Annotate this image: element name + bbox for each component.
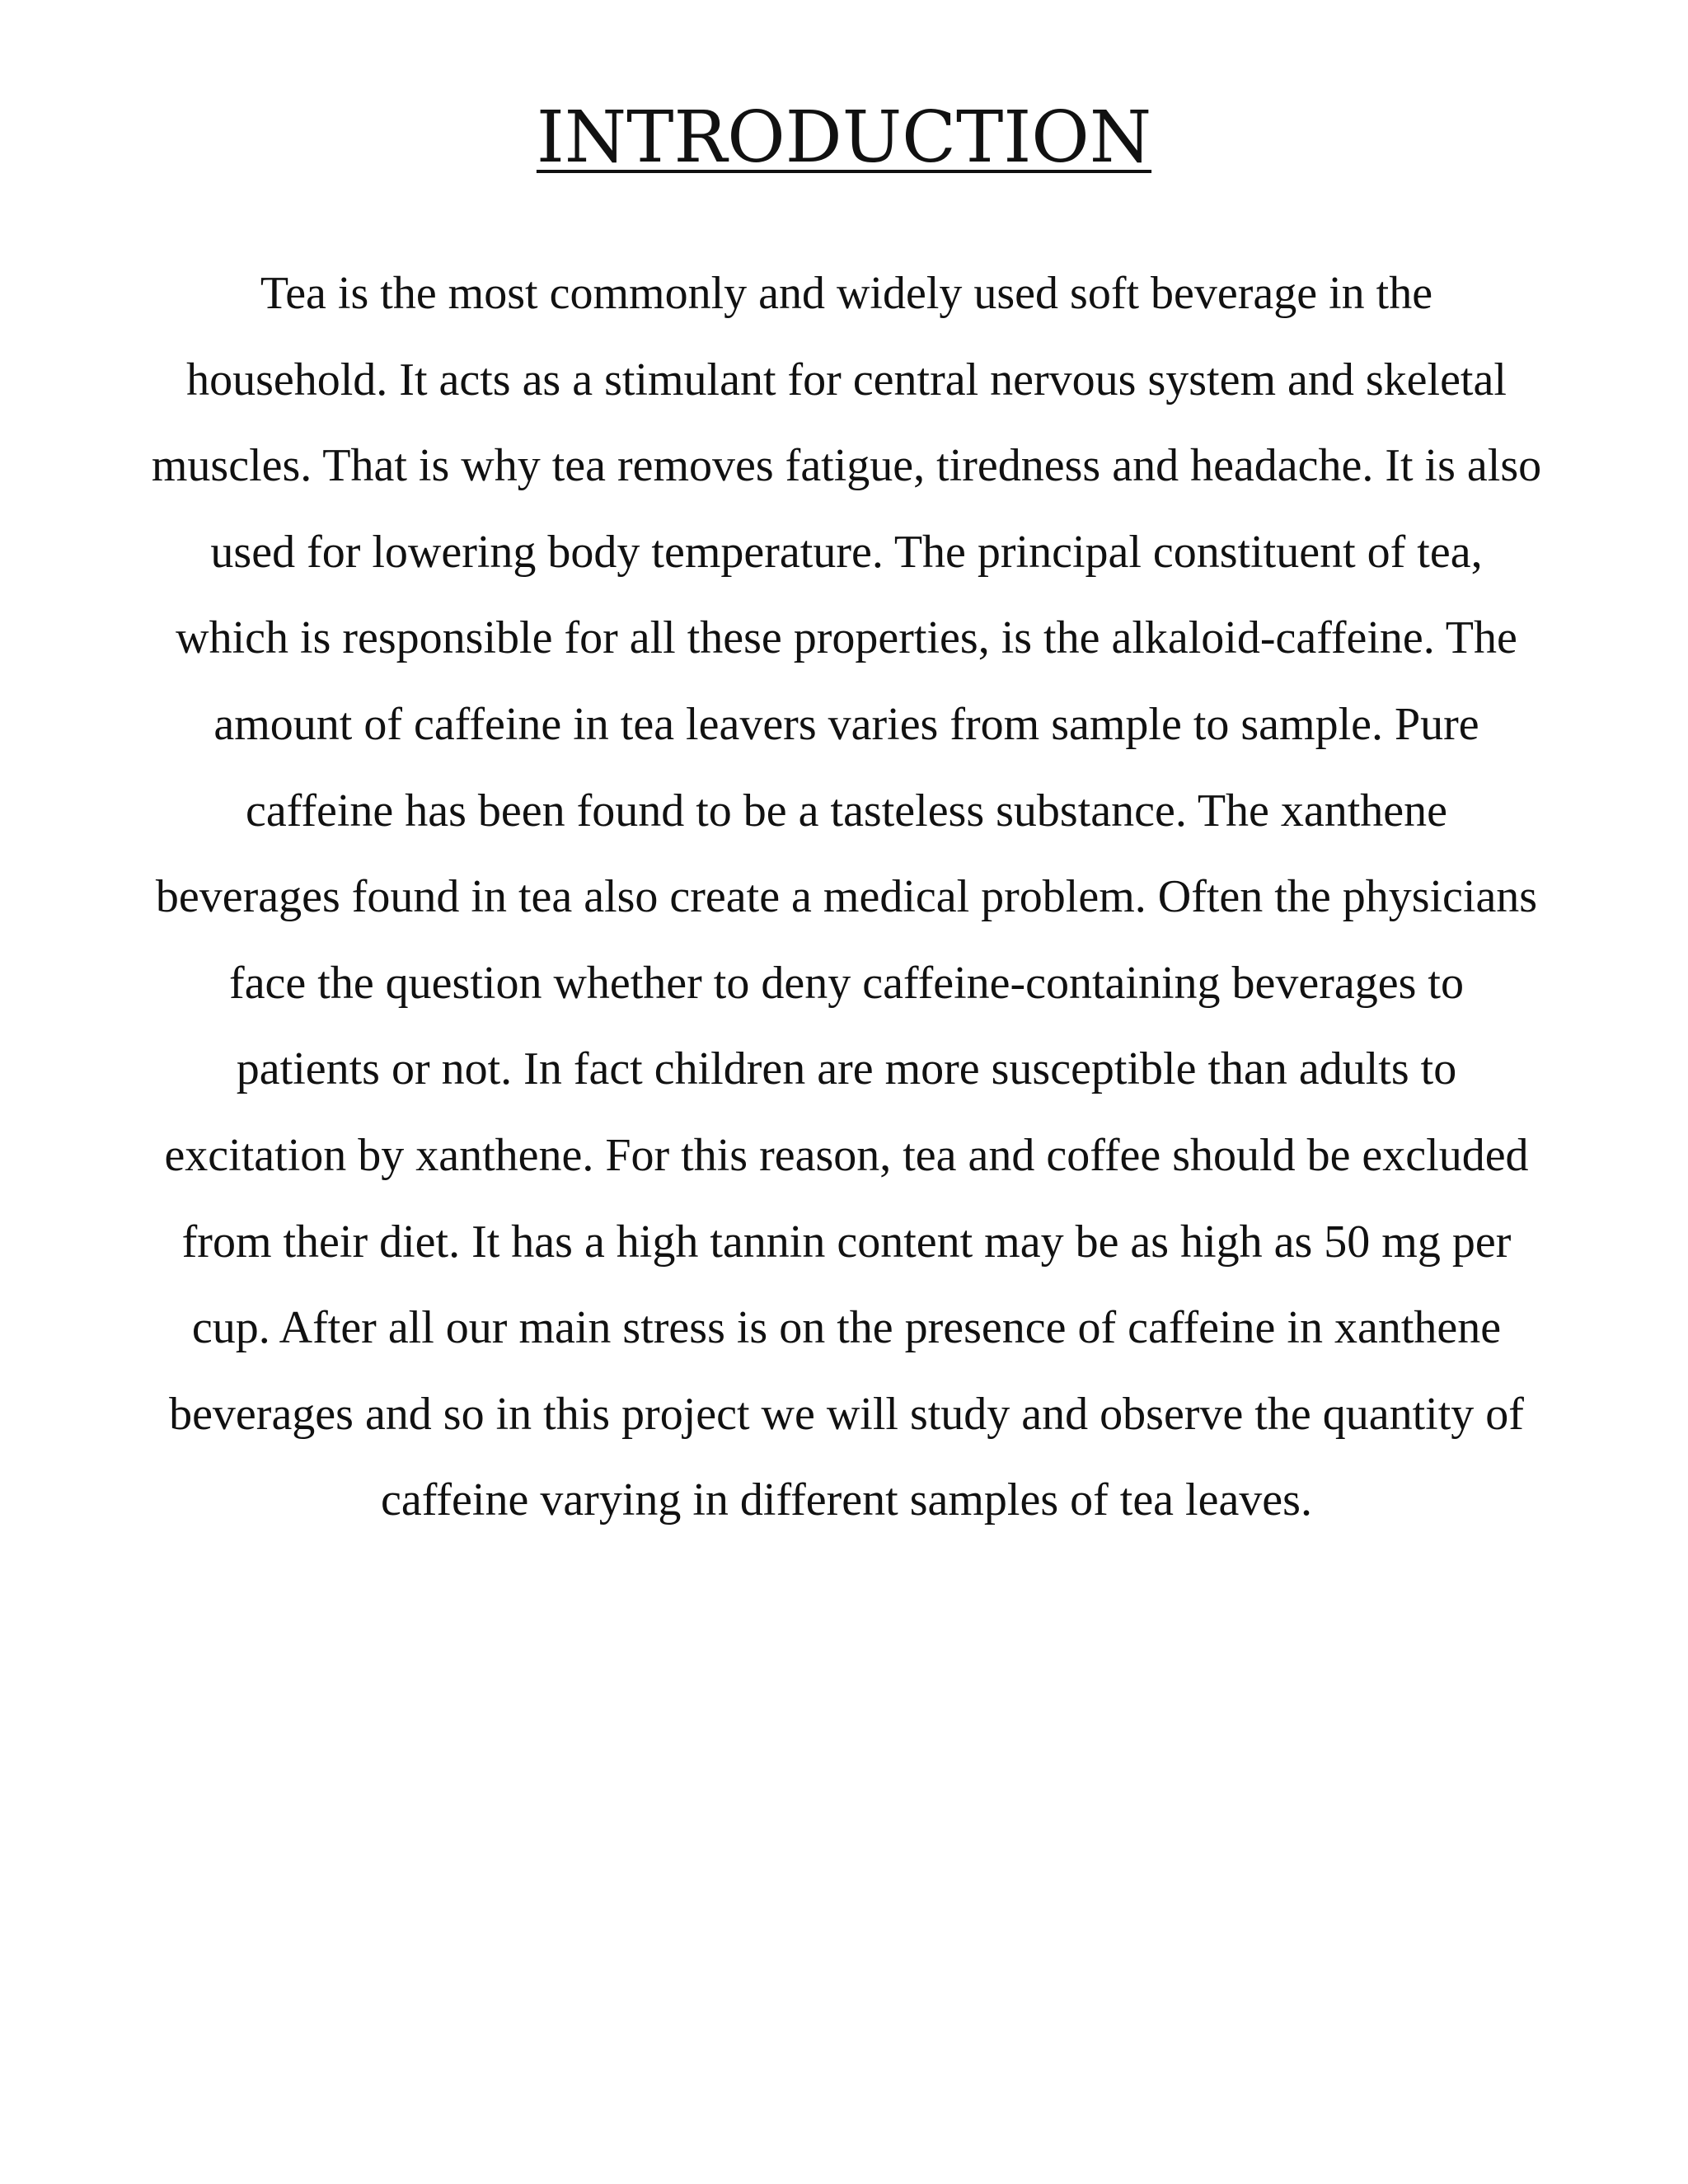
paragraph-line: caffeine varying in different samples of tea leaves. [381,1474,1312,1526]
page-title-text: INTRODUCTION [536,96,1152,179]
paragraph-line: excitation by xanthene. For this reason, tea and coffee should be excluded [164,1129,1529,1181]
paragraph-line: beverages and so in this project we will study and observe the quantity of [169,1388,1524,1440]
paragraph-line: household. It acts as a stimulant for central nervous system and skeletal [186,354,1507,405]
paragraph-line: beverages found in tea also create a medical problem. Often the physicians [155,871,1538,923]
paragraph-line: from their diet. It has a high tannin content may be as high as 50 mg per [181,1216,1512,1268]
page-title [0,92,1688,183]
paragraph-line: Tea is the most commonly and widely used soft beverage in the [260,268,1433,319]
paragraph-line: used for lowering body temperature. The principal constituent of tea, [210,526,1483,578]
paragraph-line: cup. After all our main stress is on the presence of caffeine in xanthene [191,1302,1502,1354]
paragraph-line: muscles. That is why tea removes fatigue, tiredness and headache. It is also [151,440,1542,492]
paragraph-line: amount of caffeine in tea leavers varies from sample to sample. Pure [213,698,1479,750]
paragraph-line: patients or not. In fact children are more susceptible than adults to [236,1043,1457,1095]
paragraph-line: face the question whether to deny caffeine-containing beverages to [229,957,1464,1009]
introduction-paragraph [92,251,1601,1544]
paragraph-line: caffeine has been found to be a tasteless substance. The xanthene [245,785,1448,837]
paragraph-line: which is responsible for all these properties, is the alkaloid-caffeine. The [176,612,1517,664]
